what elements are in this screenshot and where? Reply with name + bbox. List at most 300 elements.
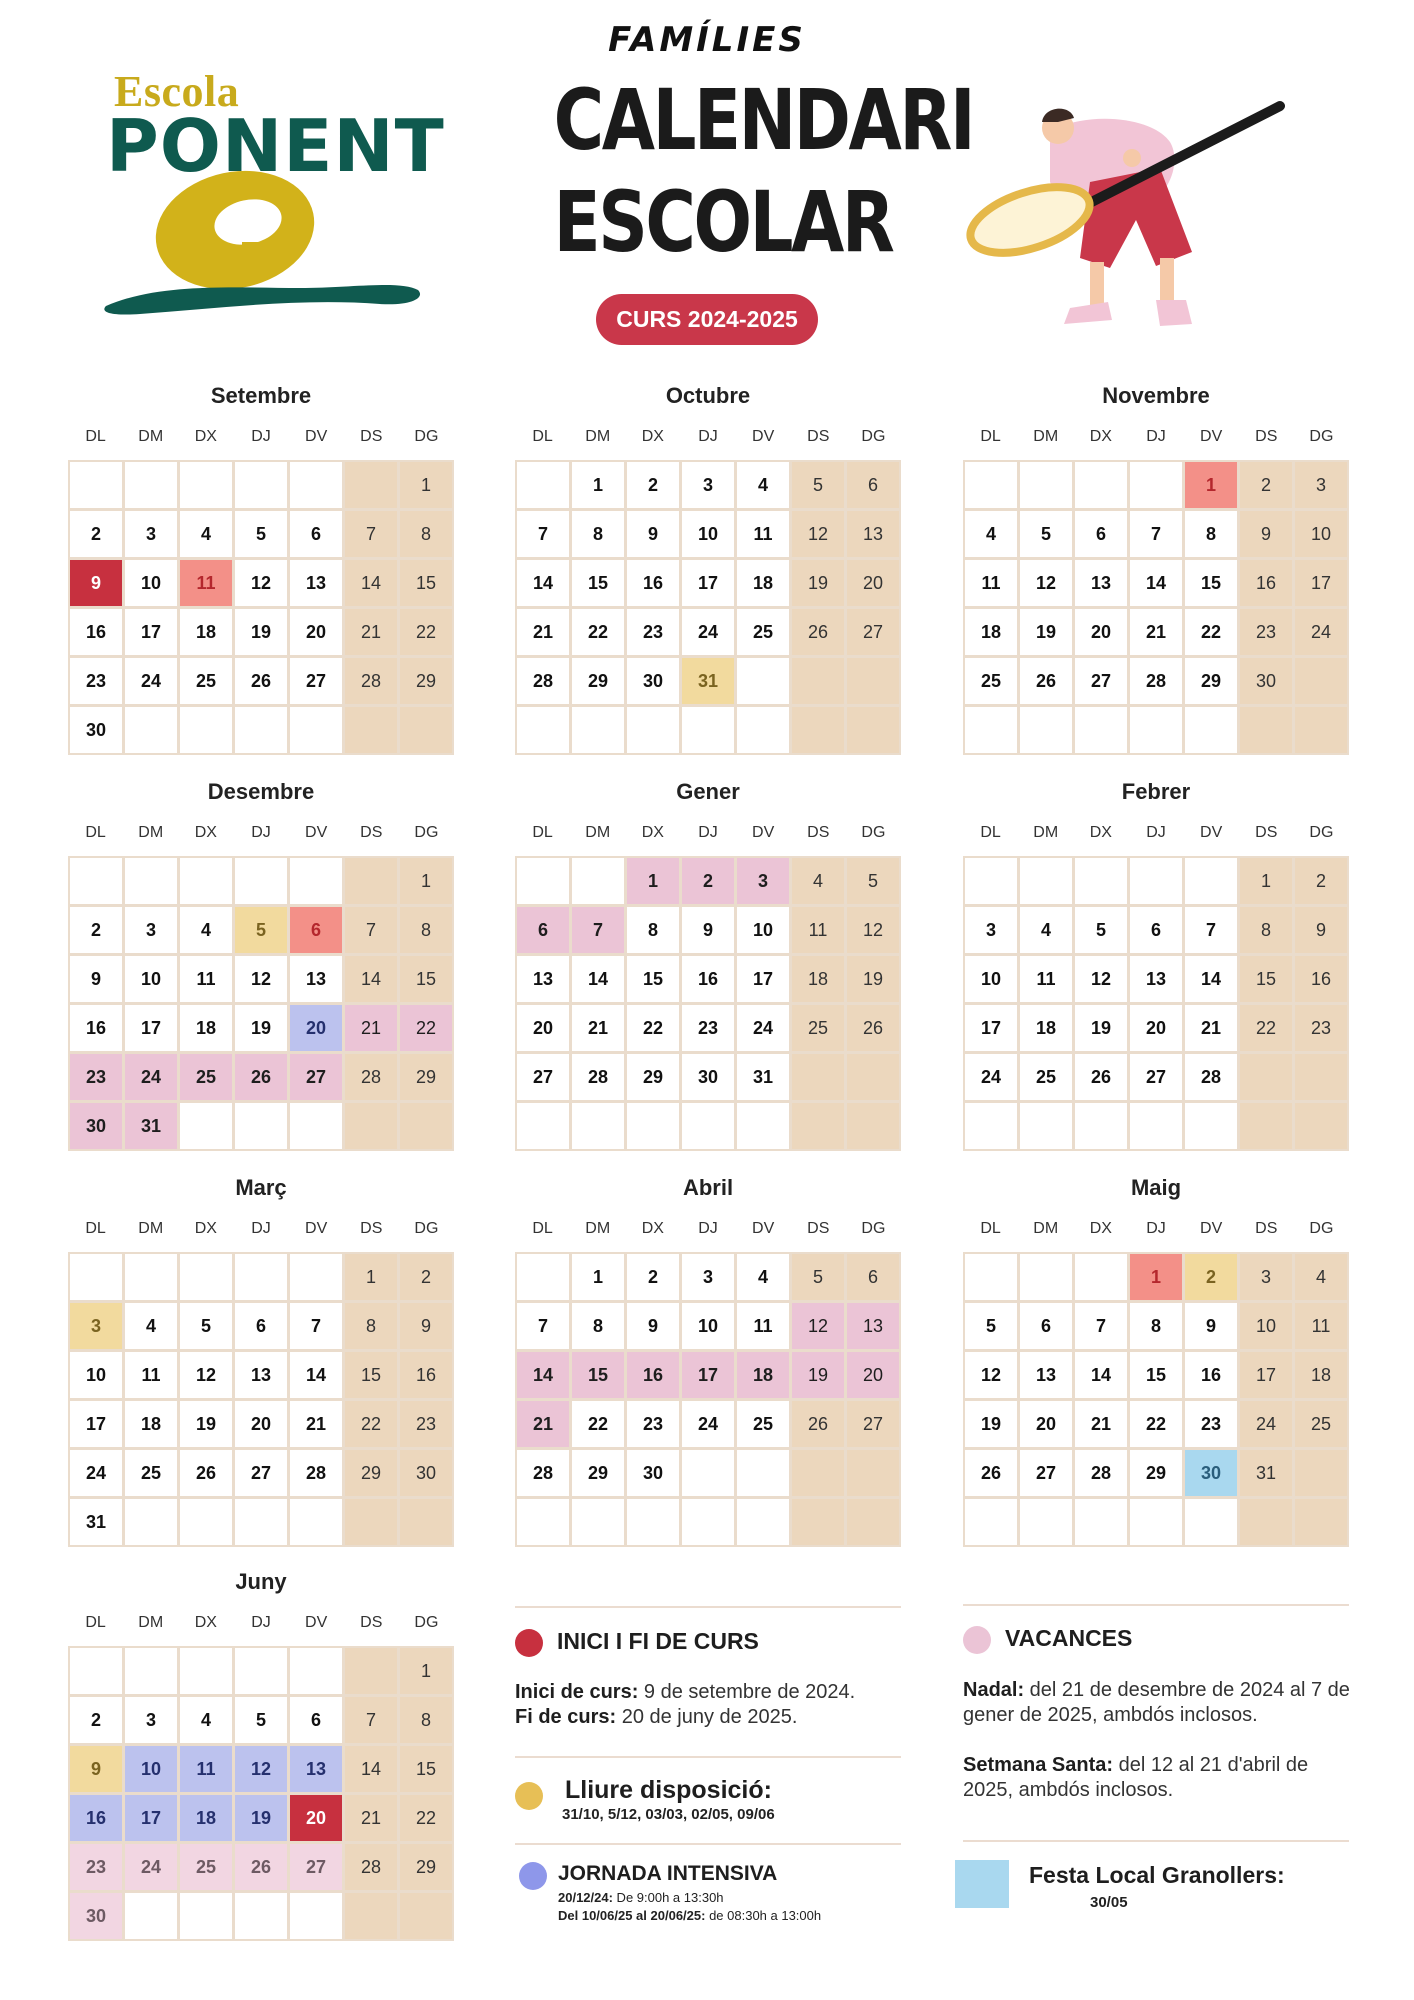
empty-day-cell bbox=[290, 858, 342, 904]
day-cell: 21 bbox=[1075, 1401, 1127, 1447]
empty-day-cell bbox=[125, 707, 177, 753]
day-cell: 1 bbox=[1130, 1254, 1182, 1300]
day-cell: 16 bbox=[1185, 1352, 1237, 1398]
weekday-label: DG bbox=[1309, 428, 1334, 445]
empty-day-cell bbox=[290, 1648, 342, 1694]
day-cell: 26 bbox=[792, 1401, 844, 1447]
empty-day-cell bbox=[627, 1499, 679, 1545]
day-cell: 3 bbox=[125, 907, 177, 953]
empty-day-cell bbox=[1075, 1103, 1127, 1149]
empty-day-cell bbox=[847, 1103, 899, 1149]
month-name: Abril bbox=[682, 1175, 734, 1200]
day-cell: 14 bbox=[1130, 560, 1182, 606]
day-cell: 5 bbox=[235, 1697, 287, 1743]
legend-setmana-santa-value: del 12 al 21 d'abril de 2025, ambdós inclosos. bbox=[963, 1754, 1309, 1801]
day-cell: 24 bbox=[965, 1054, 1017, 1100]
day-cell: 1 bbox=[400, 462, 452, 508]
day-cell: 6 bbox=[847, 1254, 899, 1300]
day-cell: 25 bbox=[792, 1005, 844, 1051]
day-cell: 28 bbox=[345, 1844, 397, 1890]
legend-divider bbox=[515, 1756, 901, 1758]
weekday-label: DM bbox=[138, 428, 164, 445]
day-cell: 7 bbox=[345, 511, 397, 557]
legend-inici-start-label: Inici de curs: bbox=[515, 1681, 639, 1703]
day-cell: 13 bbox=[1020, 1352, 1072, 1398]
day-cell: 22 bbox=[1185, 609, 1237, 655]
weekday-label: DG bbox=[414, 428, 439, 445]
day-cell: 6 bbox=[1020, 1303, 1072, 1349]
weekday-label: DS bbox=[807, 824, 830, 841]
day-cell: 31 bbox=[125, 1103, 177, 1149]
day-cell: 13 bbox=[847, 1303, 899, 1349]
month-name: Setembre bbox=[210, 383, 312, 408]
weekday-label: DJ bbox=[251, 824, 271, 841]
day-cell: 14 bbox=[345, 956, 397, 1002]
weekday-label: DG bbox=[414, 824, 439, 841]
day-cell: 5 bbox=[792, 462, 844, 508]
legend-setmana-santa-text bbox=[963, 1753, 1355, 1803]
day-cell: 10 bbox=[682, 511, 734, 557]
day-cell: 23 bbox=[627, 609, 679, 655]
weekday-label: DM bbox=[138, 824, 164, 841]
month-block bbox=[68, 1564, 454, 1941]
day-cell: 25 bbox=[737, 609, 789, 655]
day-cell: 3 bbox=[125, 1697, 177, 1743]
day-cell: 30 bbox=[1185, 1450, 1237, 1496]
weekday-label: DV bbox=[752, 824, 775, 841]
day-cell: 30 bbox=[1240, 658, 1292, 704]
month-name: Novembre bbox=[1102, 383, 1210, 408]
legend-jornada-line-2-label: Del 10/06/25 al 20/06/25: bbox=[558, 1908, 706, 1923]
day-cell: 21 bbox=[517, 609, 569, 655]
day-cell: 16 bbox=[70, 1005, 122, 1051]
month-grid bbox=[515, 1252, 901, 1547]
day-cell: 22 bbox=[1240, 1005, 1292, 1051]
empty-day-cell bbox=[1185, 858, 1237, 904]
empty-day-cell bbox=[1295, 1103, 1347, 1149]
day-cell: 29 bbox=[1130, 1450, 1182, 1496]
day-cell: 15 bbox=[1185, 560, 1237, 606]
weekday-label: DL bbox=[532, 1220, 553, 1237]
weekday-label: DM bbox=[1033, 824, 1059, 841]
day-cell: 29 bbox=[1185, 658, 1237, 704]
person-magnifier-icon bbox=[960, 62, 1300, 332]
weekday-label: DL bbox=[85, 1614, 106, 1631]
day-cell: 21 bbox=[1185, 1005, 1237, 1051]
month-name: Octubre bbox=[665, 383, 751, 408]
day-cell: 9 bbox=[70, 560, 122, 606]
legend-nadal-value: del 21 de desembre de 2024 al 7 de gener de 2025, ambdós inclosos. bbox=[963, 1679, 1350, 1726]
day-cell: 21 bbox=[345, 1005, 397, 1051]
month-block bbox=[963, 774, 1349, 1151]
day-cell: 8 bbox=[572, 1303, 624, 1349]
empty-day-cell bbox=[517, 1254, 569, 1300]
weekday-label: DX bbox=[641, 428, 664, 445]
day-cell: 23 bbox=[70, 658, 122, 704]
legend-lliure-title: Lliure disposició: bbox=[565, 1776, 772, 1804]
empty-day-cell bbox=[847, 1054, 899, 1100]
day-cell: 19 bbox=[235, 1795, 287, 1841]
day-cell: 7 bbox=[1075, 1303, 1127, 1349]
day-cell: 16 bbox=[627, 1352, 679, 1398]
day-cell: 9 bbox=[70, 956, 122, 1002]
day-cell: 11 bbox=[125, 1352, 177, 1398]
weekday-label: DS bbox=[807, 1220, 830, 1237]
month-name: Desembre bbox=[207, 779, 315, 804]
month-grid bbox=[68, 856, 454, 1151]
day-cell: 28 bbox=[1185, 1054, 1237, 1100]
day-cell: 5 bbox=[847, 858, 899, 904]
day-cell: 18 bbox=[965, 609, 1017, 655]
day-cell: 3 bbox=[125, 511, 177, 557]
empty-day-cell bbox=[1020, 1499, 1072, 1545]
day-cell: 16 bbox=[1240, 560, 1292, 606]
day-cell: 13 bbox=[290, 1746, 342, 1792]
weekday-label: DV bbox=[1200, 428, 1223, 445]
legend-inici-start-value: 9 de setembre de 2024. bbox=[638, 1681, 856, 1703]
day-cell: 20 bbox=[290, 609, 342, 655]
day-cell: 29 bbox=[400, 1844, 452, 1890]
day-cell: 11 bbox=[737, 1303, 789, 1349]
weekday-label: DG bbox=[1309, 824, 1334, 841]
day-cell: 17 bbox=[682, 1352, 734, 1398]
day-cell: 11 bbox=[1295, 1303, 1347, 1349]
day-cell: 31 bbox=[1240, 1450, 1292, 1496]
weekday-label: DG bbox=[861, 824, 886, 841]
empty-day-cell bbox=[792, 1450, 844, 1496]
day-cell: 4 bbox=[180, 1697, 232, 1743]
day-cell: 13 bbox=[847, 511, 899, 557]
school-logo bbox=[100, 62, 445, 332]
day-cell: 12 bbox=[847, 907, 899, 953]
empty-day-cell bbox=[290, 707, 342, 753]
month-name: Febrer bbox=[1121, 779, 1191, 804]
day-cell: 24 bbox=[1295, 609, 1347, 655]
day-cell: 22 bbox=[1130, 1401, 1182, 1447]
weekday-header bbox=[68, 1206, 454, 1252]
day-cell: 6 bbox=[1075, 511, 1127, 557]
empty-day-cell bbox=[345, 1499, 397, 1545]
day-cell: 15 bbox=[572, 560, 624, 606]
day-cell: 2 bbox=[70, 511, 122, 557]
weekday-header bbox=[515, 1206, 901, 1252]
day-cell: 7 bbox=[345, 1697, 397, 1743]
empty-day-cell bbox=[1240, 1054, 1292, 1100]
day-cell: 8 bbox=[1240, 907, 1292, 953]
legend-inici-end-value: 20 de juny de 2025. bbox=[616, 1706, 798, 1728]
day-cell: 26 bbox=[847, 1005, 899, 1051]
day-cell: 10 bbox=[1240, 1303, 1292, 1349]
weekday-label: DJ bbox=[251, 1614, 271, 1631]
empty-day-cell bbox=[1020, 858, 1072, 904]
empty-day-cell bbox=[627, 707, 679, 753]
empty-day-cell bbox=[1130, 1103, 1182, 1149]
legend-festa-title: Festa Local Granollers: bbox=[1029, 1862, 1285, 1888]
empty-day-cell bbox=[1020, 1254, 1072, 1300]
day-cell: 23 bbox=[70, 1054, 122, 1100]
empty-day-cell bbox=[235, 1254, 287, 1300]
weekday-label: DV bbox=[305, 824, 328, 841]
empty-day-cell bbox=[1185, 1103, 1237, 1149]
day-cell: 18 bbox=[792, 956, 844, 1002]
day-cell: 18 bbox=[180, 1795, 232, 1841]
day-cell: 8 bbox=[1130, 1303, 1182, 1349]
day-cell: 1 bbox=[572, 1254, 624, 1300]
day-cell: 29 bbox=[345, 1450, 397, 1496]
day-cell: 26 bbox=[965, 1450, 1017, 1496]
day-cell: 17 bbox=[965, 1005, 1017, 1051]
weekday-label: DM bbox=[138, 1220, 164, 1237]
day-cell: 24 bbox=[1240, 1401, 1292, 1447]
legend-inici-start bbox=[515, 1680, 901, 1705]
magnifier-person-illustration bbox=[960, 62, 1300, 332]
day-cell: 18 bbox=[1295, 1352, 1347, 1398]
empty-day-cell bbox=[572, 1499, 624, 1545]
day-cell: 1 bbox=[572, 462, 624, 508]
empty-day-cell bbox=[70, 858, 122, 904]
day-cell: 20 bbox=[847, 560, 899, 606]
empty-day-cell bbox=[1130, 707, 1182, 753]
day-cell: 27 bbox=[1075, 658, 1127, 704]
empty-day-cell bbox=[737, 1103, 789, 1149]
day-cell: 17 bbox=[682, 560, 734, 606]
empty-day-cell bbox=[345, 707, 397, 753]
day-cell: 5 bbox=[235, 511, 287, 557]
legend-nadal-label: Nadal: bbox=[963, 1679, 1025, 1701]
empty-day-cell bbox=[290, 1254, 342, 1300]
month-grid bbox=[515, 460, 901, 755]
day-cell: 9 bbox=[1240, 511, 1292, 557]
empty-day-cell bbox=[965, 1499, 1017, 1545]
day-cell: 6 bbox=[290, 907, 342, 953]
day-cell: 26 bbox=[235, 1844, 287, 1890]
day-cell: 29 bbox=[627, 1054, 679, 1100]
day-cell: 12 bbox=[792, 1303, 844, 1349]
day-cell: 19 bbox=[792, 1352, 844, 1398]
day-cell: 3 bbox=[682, 462, 734, 508]
logo-ponent: PONENT bbox=[106, 104, 445, 188]
day-cell: 9 bbox=[1295, 907, 1347, 953]
day-cell: 7 bbox=[517, 1303, 569, 1349]
legend-inici-title: INICI I FI DE CURS bbox=[557, 1628, 759, 1654]
day-cell: 19 bbox=[847, 956, 899, 1002]
empty-day-cell bbox=[627, 1103, 679, 1149]
empty-day-cell bbox=[180, 1103, 232, 1149]
day-cell: 15 bbox=[400, 1746, 452, 1792]
day-cell: 21 bbox=[290, 1401, 342, 1447]
day-cell: 27 bbox=[847, 609, 899, 655]
empty-day-cell bbox=[737, 1499, 789, 1545]
weekday-label: DJ bbox=[1146, 1220, 1166, 1237]
empty-day-cell bbox=[290, 1103, 342, 1149]
weekday-label: DX bbox=[641, 1220, 664, 1237]
day-cell: 23 bbox=[627, 1401, 679, 1447]
empty-day-cell bbox=[965, 462, 1017, 508]
weekday-label: DS bbox=[360, 1220, 383, 1237]
day-cell: 25 bbox=[180, 658, 232, 704]
day-cell: 14 bbox=[572, 956, 624, 1002]
day-cell: 21 bbox=[517, 1401, 569, 1447]
weekday-label: DM bbox=[138, 1614, 164, 1631]
day-cell: 30 bbox=[400, 1450, 452, 1496]
day-cell: 26 bbox=[180, 1450, 232, 1496]
weekday-label: DS bbox=[360, 824, 383, 841]
day-cell: 8 bbox=[345, 1303, 397, 1349]
empty-day-cell bbox=[70, 1648, 122, 1694]
day-cell: 25 bbox=[125, 1450, 177, 1496]
day-cell: 9 bbox=[70, 1746, 122, 1792]
weekday-header bbox=[515, 414, 901, 460]
inici-dot-icon bbox=[515, 1629, 543, 1657]
day-cell: 17 bbox=[125, 1795, 177, 1841]
day-cell: 23 bbox=[1295, 1005, 1347, 1051]
day-cell: 18 bbox=[125, 1401, 177, 1447]
day-cell: 9 bbox=[627, 511, 679, 557]
month-grid bbox=[515, 856, 901, 1151]
day-cell: 18 bbox=[180, 609, 232, 655]
day-cell: 20 bbox=[235, 1401, 287, 1447]
day-cell: 17 bbox=[125, 609, 177, 655]
weekday-label: DV bbox=[752, 1220, 775, 1237]
legend-jornada-text bbox=[558, 1889, 821, 1925]
weekday-label: DX bbox=[1089, 1220, 1112, 1237]
day-cell: 2 bbox=[400, 1254, 452, 1300]
day-cell: 16 bbox=[1295, 956, 1347, 1002]
weekday-label: DL bbox=[532, 824, 553, 841]
day-cell: 10 bbox=[125, 560, 177, 606]
day-cell: 7 bbox=[290, 1303, 342, 1349]
empty-day-cell bbox=[1075, 707, 1127, 753]
day-cell: 14 bbox=[1075, 1352, 1127, 1398]
day-cell: 28 bbox=[290, 1450, 342, 1496]
empty-day-cell bbox=[1185, 1499, 1237, 1545]
day-cell: 20 bbox=[1075, 609, 1127, 655]
day-cell: 27 bbox=[290, 1054, 342, 1100]
weekday-label: DL bbox=[85, 1220, 106, 1237]
day-cell: 26 bbox=[1020, 658, 1072, 704]
day-cell: 24 bbox=[125, 1054, 177, 1100]
day-cell: 9 bbox=[400, 1303, 452, 1349]
empty-day-cell bbox=[235, 1648, 287, 1694]
empty-day-cell bbox=[180, 707, 232, 753]
empty-day-cell bbox=[345, 858, 397, 904]
day-cell: 13 bbox=[1075, 560, 1127, 606]
day-cell: 26 bbox=[235, 1054, 287, 1100]
month-block bbox=[515, 774, 901, 1151]
weekday-header bbox=[963, 414, 1349, 460]
day-cell: 27 bbox=[847, 1401, 899, 1447]
day-cell: 11 bbox=[180, 956, 232, 1002]
day-cell: 30 bbox=[627, 1450, 679, 1496]
month-block bbox=[515, 378, 901, 755]
legend-inici-end-label: Fi de curs: bbox=[515, 1706, 617, 1728]
empty-day-cell bbox=[345, 1893, 397, 1939]
day-cell: 30 bbox=[70, 1103, 122, 1149]
day-cell: 28 bbox=[517, 658, 569, 704]
month-name: Març bbox=[235, 1175, 287, 1200]
empty-day-cell bbox=[180, 1499, 232, 1545]
day-cell: 27 bbox=[1020, 1450, 1072, 1496]
day-cell: 8 bbox=[400, 511, 452, 557]
day-cell: 4 bbox=[965, 511, 1017, 557]
day-cell: 1 bbox=[400, 858, 452, 904]
day-cell: 24 bbox=[737, 1005, 789, 1051]
empty-day-cell bbox=[400, 1499, 452, 1545]
day-cell: 15 bbox=[1240, 956, 1292, 1002]
empty-day-cell bbox=[1020, 462, 1072, 508]
month-grid bbox=[963, 856, 1349, 1151]
day-cell: 19 bbox=[792, 560, 844, 606]
day-cell: 7 bbox=[517, 511, 569, 557]
day-cell: 10 bbox=[737, 907, 789, 953]
day-cell: 22 bbox=[345, 1401, 397, 1447]
legend-setmana-santa-label: Setmana Santa: bbox=[963, 1754, 1114, 1776]
day-cell: 21 bbox=[345, 1795, 397, 1841]
day-cell: 26 bbox=[1075, 1054, 1127, 1100]
empty-day-cell bbox=[517, 707, 569, 753]
month-grid bbox=[68, 460, 454, 755]
day-cell: 5 bbox=[180, 1303, 232, 1349]
day-cell: 7 bbox=[345, 907, 397, 953]
weekday-label: DX bbox=[1089, 428, 1112, 445]
empty-day-cell bbox=[180, 858, 232, 904]
day-cell: 13 bbox=[290, 956, 342, 1002]
weekday-label: DX bbox=[194, 1614, 217, 1631]
day-cell: 5 bbox=[792, 1254, 844, 1300]
day-cell: 20 bbox=[1020, 1401, 1072, 1447]
day-cell: 8 bbox=[400, 907, 452, 953]
day-cell: 1 bbox=[627, 858, 679, 904]
day-cell: 25 bbox=[737, 1401, 789, 1447]
day-cell: 15 bbox=[345, 1352, 397, 1398]
empty-day-cell bbox=[235, 1103, 287, 1149]
empty-day-cell bbox=[965, 707, 1017, 753]
day-cell: 21 bbox=[345, 609, 397, 655]
month-grid bbox=[963, 1252, 1349, 1547]
day-cell: 26 bbox=[235, 658, 287, 704]
empty-day-cell bbox=[1075, 1499, 1127, 1545]
weekday-label: DJ bbox=[698, 428, 718, 445]
day-cell: 14 bbox=[345, 1746, 397, 1792]
empty-day-cell bbox=[125, 462, 177, 508]
empty-day-cell bbox=[682, 1103, 734, 1149]
day-cell: 22 bbox=[627, 1005, 679, 1051]
day-cell: 2 bbox=[627, 1254, 679, 1300]
day-cell: 10 bbox=[70, 1352, 122, 1398]
empty-day-cell bbox=[235, 858, 287, 904]
day-cell: 4 bbox=[180, 907, 232, 953]
logo-escola: Escola bbox=[114, 67, 240, 116]
day-cell: 19 bbox=[1075, 1005, 1127, 1051]
day-cell: 27 bbox=[290, 1844, 342, 1890]
legend-jornada-line-1 bbox=[558, 1889, 821, 1907]
empty-day-cell bbox=[180, 1254, 232, 1300]
day-cell: 25 bbox=[1020, 1054, 1072, 1100]
empty-day-cell bbox=[345, 462, 397, 508]
day-cell: 3 bbox=[965, 907, 1017, 953]
empty-day-cell bbox=[180, 1893, 232, 1939]
legend-inici-end bbox=[515, 1705, 901, 1730]
empty-day-cell bbox=[572, 1103, 624, 1149]
day-cell: 28 bbox=[345, 658, 397, 704]
empty-day-cell bbox=[125, 1254, 177, 1300]
day-cell: 8 bbox=[572, 511, 624, 557]
day-cell: 12 bbox=[1075, 956, 1127, 1002]
day-cell: 2 bbox=[70, 1697, 122, 1743]
weekday-label: DV bbox=[305, 1220, 328, 1237]
day-cell: 17 bbox=[737, 956, 789, 1002]
empty-day-cell bbox=[1075, 462, 1127, 508]
